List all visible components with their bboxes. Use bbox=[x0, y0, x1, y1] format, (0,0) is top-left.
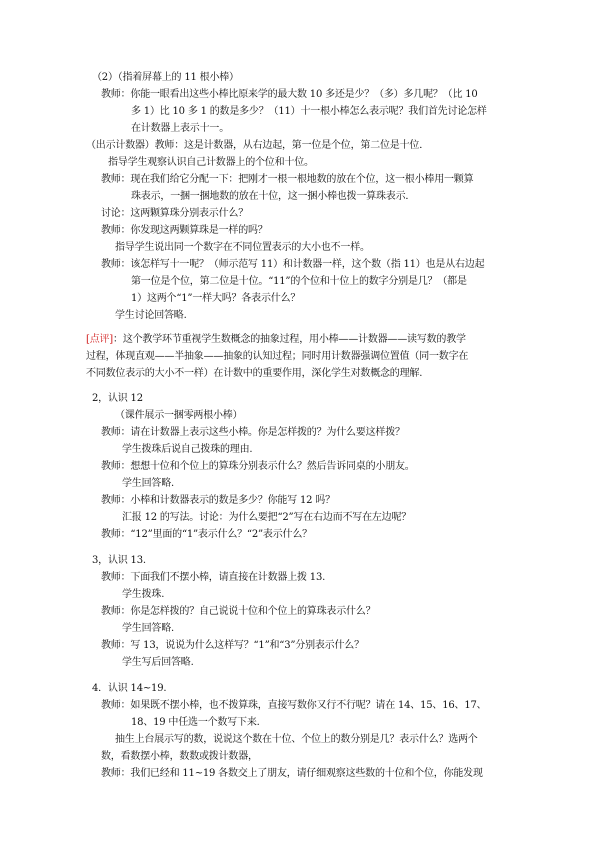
text-line: 指导学生说出同一个数字在不同位置表示的大小也不一样。 bbox=[115, 242, 370, 253]
section-heading: 4．认识 14~19. bbox=[92, 683, 167, 694]
text-line: 抽生上台展示写的数，说说这个数在十位、个位上的数分别是几？表示什么？选两个 bbox=[115, 734, 478, 745]
text-line: 学生拨珠后说自己拨珠的理由. bbox=[122, 444, 253, 455]
text-line: 在计数器上表示十一。 bbox=[131, 123, 229, 134]
text-line: 教师：你发现这两颗算珠是一样的吗？ bbox=[101, 225, 268, 236]
text-line: 指导学生观察认识自己计数器上的个位和十位。 bbox=[108, 157, 314, 168]
comment-line: 过程，体现直观——半抽象——抽象的认知过程；同时用计数器强调位置值（同一数字在 bbox=[86, 351, 469, 362]
text-line: 学生回答略. bbox=[122, 478, 174, 489]
text-line: 教师：如果既不摆小棒，也不拨算珠，直接写数你又行不行呢？请在 14、15、16、17、 bbox=[101, 700, 487, 711]
text-line: 教师：想想十位和个位上的算珠分别表示什么？然后告诉同桌的小朋友。 bbox=[101, 461, 415, 472]
text-line: 珠表示，一捆一捆地数的放在十位，这一捆小棒也拨一算珠表示． bbox=[131, 191, 416, 202]
text-line: 汇报 12 的写法。讨论：为什么要把“2”写在右边而不写在左边呢？ bbox=[122, 512, 412, 523]
text-line: 教师：我们已经和 11~19 各数交上了朋友，请仔细观察这些数的十位和个位，你能发现 bbox=[101, 768, 483, 779]
text-line: 教师：小棒和计数器表示的数是多少？你能写 12 吗？ bbox=[101, 495, 335, 506]
comment-line: 不同数位表示的大小不一样）在计数中的重要作用，深化学生对数概念的理解. bbox=[86, 368, 423, 379]
comment-line bbox=[86, 333, 466, 347]
text-line: 教师：你能一眼看出这些小棒比原来学的最大数 10 多还是少？（多）多几呢？（比 10 bbox=[101, 89, 478, 100]
section-heading: 2，认识 12 bbox=[92, 393, 143, 404]
text-line: 学生讨论回答略. bbox=[115, 310, 187, 321]
comment-tag: [点评] bbox=[86, 334, 114, 345]
text-line: 教师：该怎样写十一呢？（师示范写 11）和计数器一样，这个数（指 11）也是从右边起 bbox=[101, 259, 485, 270]
text-line: 教师：请在计数器上表示这些小棒。你是怎样拨的？为什么要这样拨？ bbox=[101, 427, 405, 438]
text-line: （2）（指着屏幕上的 11 根小棒） bbox=[92, 72, 239, 83]
text-line: 教师：你是怎样拨的？自己说说十位和个位上的算珠表示什么？ bbox=[101, 606, 376, 617]
text-line: 学生写后回答略. bbox=[122, 657, 194, 668]
text-line: 多 1）比 10 多 1 的数是多少？（11）十一根小棒怎么表示呢？我们首先讨论怎样 bbox=[131, 106, 487, 117]
text-line: 数，看数摆小棒，数数或拨计数器， bbox=[101, 751, 258, 762]
section-heading: 3，认识 13. bbox=[92, 555, 146, 566]
text-line: 第一位是个位，第二位是十位。“11”的个位和十位上的数字分别是几？（都是 bbox=[131, 276, 467, 287]
text-line: 讨论：这两颗算珠分别表示什么？ bbox=[101, 208, 248, 219]
text-line: 教师：写 13，说说为什么这样写？“1”和“3”分别表示什么？ bbox=[101, 640, 364, 651]
text-line: 学生拨珠. bbox=[122, 589, 165, 600]
text-line: 教师：“12”里面的“1”表示什么？“2”表示什么？ bbox=[101, 529, 312, 540]
text-line: 教师：现在我们给它分配一下：把刚才一根一根地数的放在个位，这一根小棒用一颗算 bbox=[101, 174, 474, 185]
text-line: 18、19 中任选一个数写下来. bbox=[131, 717, 260, 728]
text-line: （出示计数器）教师：这是计数器，从右边起，第一位是个位，第二位是十位． bbox=[86, 140, 429, 151]
text-line: 学生回答略. bbox=[122, 623, 174, 634]
text-line: （课件展示一捆零两根小棒） bbox=[115, 410, 243, 421]
text-line: 教师：下面我们不摆小棒，请直接在计数器上拨 13. bbox=[101, 572, 326, 583]
text-line: 1）这两个“1”一样大吗？各表示什么？ bbox=[131, 293, 301, 304]
comment-text: ：这个教学环节重视学生数概念的抽象过程，用小棒——计数器——读写数的教学 bbox=[113, 334, 466, 345]
